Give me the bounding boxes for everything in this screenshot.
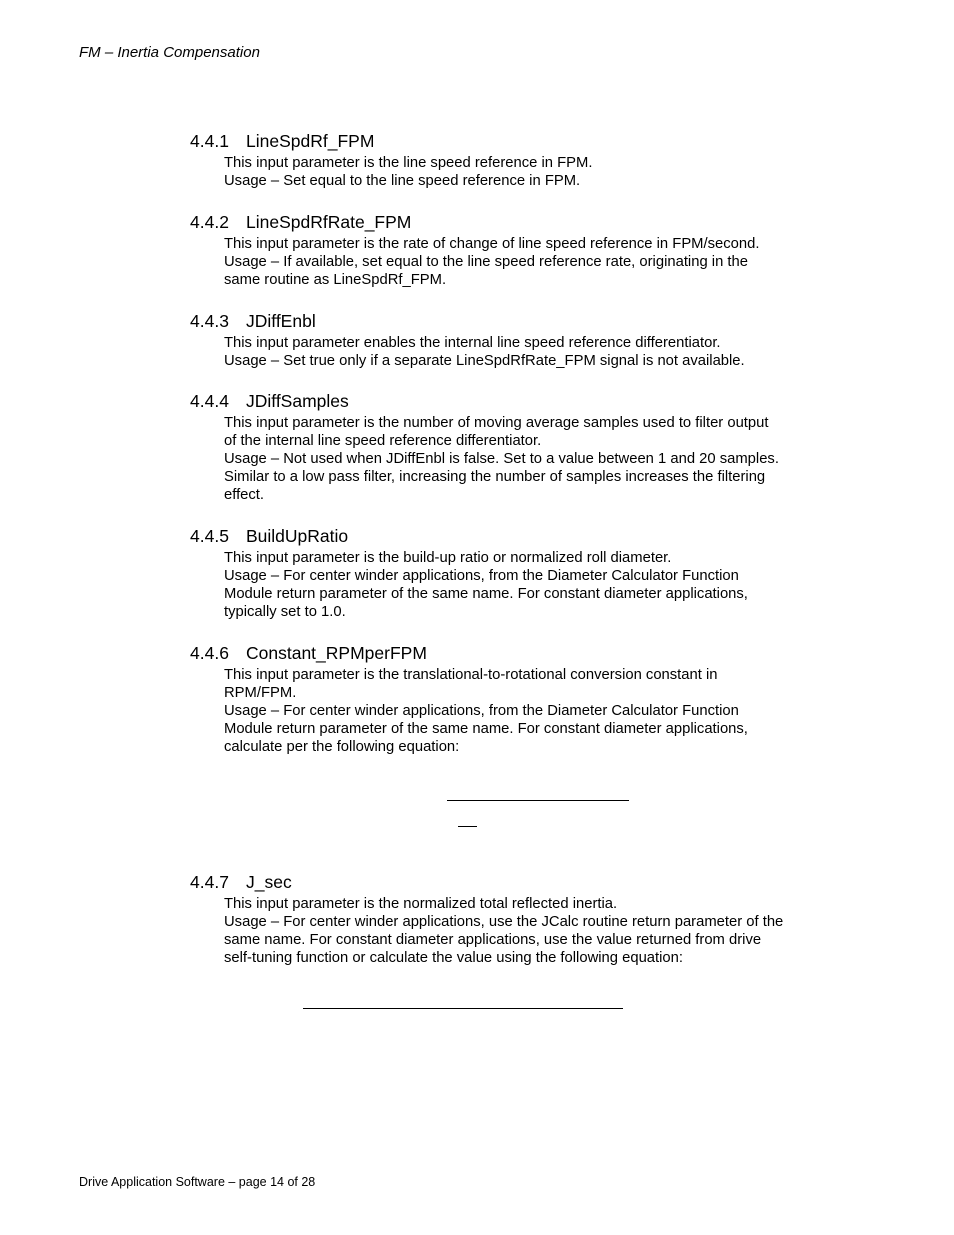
section-heading bbox=[190, 310, 830, 332]
body-line: This input parameter is the build-up ratio or normalized roll diameter. bbox=[224, 550, 672, 566]
section-4-4-4 bbox=[190, 390, 830, 504]
body-line: This input parameter is the number of moving average samples used to filter output bbox=[224, 415, 769, 431]
page-footer: Drive Application Software – page 14 of 28 bbox=[79, 1175, 316, 1189]
body-line: RPM/FPM. bbox=[224, 685, 297, 701]
body-line: Usage – For center winder applications, use the JCalc routine return parameter of the bbox=[224, 914, 784, 930]
body-line: calculate per the following equation: bbox=[224, 739, 460, 755]
section-4-4-1 bbox=[190, 130, 830, 190]
section-4-4-5 bbox=[190, 525, 830, 621]
section-body bbox=[224, 895, 830, 967]
body-line: effect. bbox=[224, 487, 265, 503]
section-heading bbox=[190, 871, 830, 893]
section-title: BuildUpRatio bbox=[246, 526, 349, 546]
body-line: Usage – Set true only if a separate LineSpdRfRate_FPM signal is not available. bbox=[224, 353, 745, 369]
section-title: JDiffEnbl bbox=[246, 311, 316, 331]
section-body bbox=[224, 154, 830, 190]
section-heading bbox=[190, 130, 830, 152]
section-number: 4.4.6 bbox=[190, 643, 229, 663]
section-heading bbox=[190, 390, 830, 412]
body-line: same routine as LineSpdRf_FPM. bbox=[224, 272, 447, 288]
section-4-4-6 bbox=[190, 642, 830, 756]
body-line: This input parameter is the rate of change of line speed reference in FPM/second. bbox=[224, 236, 760, 252]
section-title: JDiffSamples bbox=[246, 391, 349, 411]
body-line: This input parameter is the line speed reference in FPM. bbox=[224, 155, 593, 171]
section-body bbox=[224, 549, 830, 621]
section-heading bbox=[190, 211, 830, 233]
body-line: self-tuning function or calculate the value using the following equation: bbox=[224, 950, 683, 966]
body-line: Module return parameter of the same name. For constant diameter applications, bbox=[224, 721, 748, 737]
body-line: same name. For constant diameter applications, use the value returned from drive bbox=[224, 932, 762, 948]
section-4-4-2 bbox=[190, 211, 830, 289]
section-title: LineSpdRf_FPM bbox=[246, 131, 375, 151]
section-title: Constant_RPMperFPM bbox=[246, 643, 427, 663]
section-body bbox=[224, 334, 830, 370]
section-4-4-3 bbox=[190, 310, 830, 370]
equation-fraction-bar bbox=[303, 1008, 623, 1009]
section-title: J_sec bbox=[246, 872, 292, 892]
running-header: FM – Inertia Compensation bbox=[79, 44, 260, 61]
section-heading bbox=[190, 525, 830, 547]
body-line: This input parameter enables the internal line speed reference differentiator. bbox=[224, 335, 721, 351]
body-line: of the internal line speed reference differentiator. bbox=[224, 433, 542, 449]
section-number: 4.4.7 bbox=[190, 872, 229, 892]
body-line: This input parameter is the translational-to-rotational conversion constant in bbox=[224, 667, 718, 683]
section-4-4-7 bbox=[190, 871, 830, 967]
section-body bbox=[224, 414, 830, 504]
body-line: This input parameter is the normalized total reflected inertia. bbox=[224, 896, 618, 912]
body-line: typically set to 1.0. bbox=[224, 604, 346, 620]
body-line: Usage – For center winder applications, from the Diameter Calculator Function bbox=[224, 568, 739, 584]
equation-fraction-bar bbox=[458, 826, 477, 827]
section-body bbox=[224, 666, 830, 756]
equation-fraction-bar bbox=[447, 800, 629, 801]
body-line: Similar to a low pass filter, increasing the number of samples increases the filtering bbox=[224, 469, 766, 485]
body-line: Usage – Set equal to the line speed reference in FPM. bbox=[224, 173, 581, 189]
body-line: Usage – For center winder applications, from the Diameter Calculator Function bbox=[224, 703, 739, 719]
body-line: Usage – If available, set equal to the line speed reference rate, originating in the bbox=[224, 254, 748, 270]
section-number: 4.4.1 bbox=[190, 131, 229, 151]
body-line: Module return parameter of the same name. For constant diameter applications, bbox=[224, 586, 748, 602]
section-number: 4.4.4 bbox=[190, 391, 229, 411]
section-body bbox=[224, 235, 830, 289]
section-title: LineSpdRfRate_FPM bbox=[246, 212, 412, 232]
section-number: 4.4.3 bbox=[190, 311, 229, 331]
section-number: 4.4.2 bbox=[190, 212, 229, 232]
section-number: 4.4.5 bbox=[190, 526, 229, 546]
section-heading bbox=[190, 642, 830, 664]
body-line: Usage – Not used when JDiffEnbl is false. Set to a value between 1 and 20 samples. bbox=[224, 451, 779, 467]
